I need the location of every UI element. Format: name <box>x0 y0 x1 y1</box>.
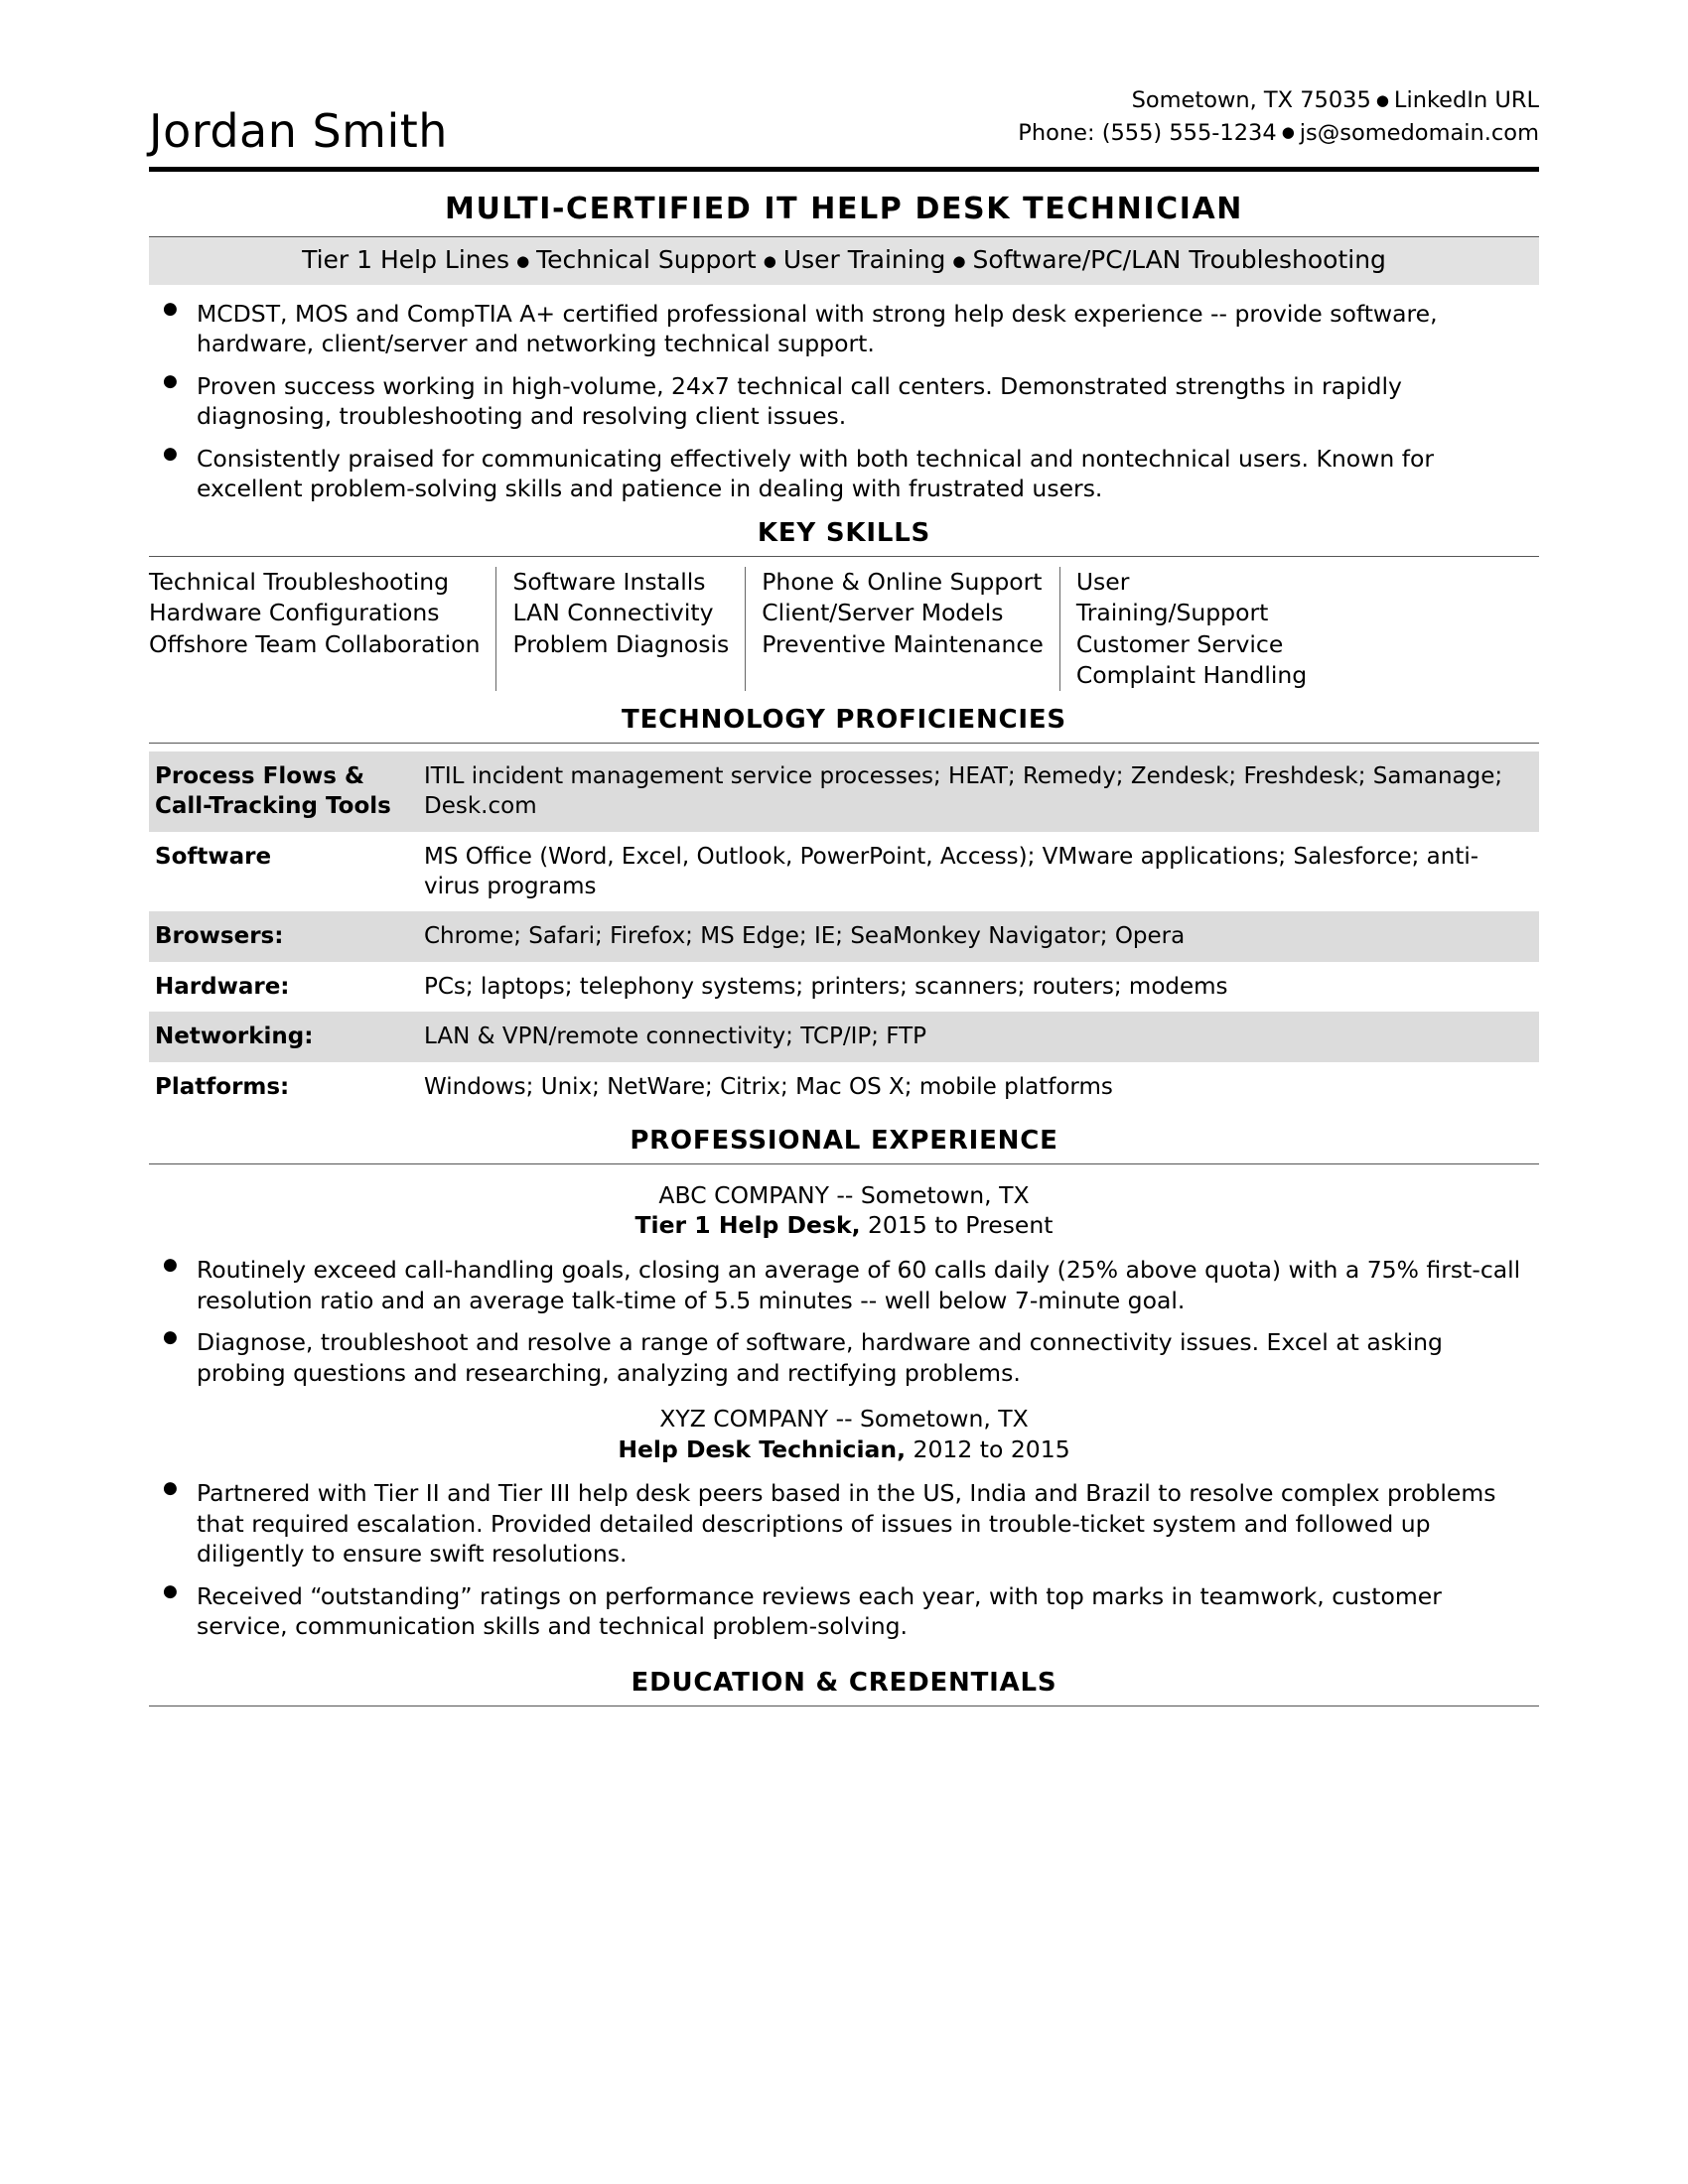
experience-bullet-list <box>149 1478 1539 1642</box>
bullet-separator-icon: ● <box>1281 123 1295 142</box>
list-item: ● MCDST, MOS and CompTIA A+ certified professional with strong help desk experience -- provide software, hardware, client/server and networking technical support. <box>149 299 1539 359</box>
skill-item: Problem Diagnosis <box>512 629 730 658</box>
list-item: ● Diagnose, troubleshoot and resolve a range of software, hardware and connectivity issues. Excel at asking probing questions and researching, analyzing and rectifying problems. <box>149 1327 1539 1388</box>
header-divider <box>149 167 1539 172</box>
tagline-part: Software/PC/LAN Troubleshooting <box>972 245 1386 275</box>
role-dates: 2012 to 2015 <box>906 1434 1070 1463</box>
tech-label: Hardware: <box>155 973 290 1000</box>
list-item: ● Proven success working in high-volume, 24x7 technical call centers. Demonstrated strengths in rapidly diagnosing, troubleshooting and resolving client issues. <box>149 371 1539 432</box>
bullet-separator-icon: ● <box>952 252 966 270</box>
role-line <box>149 1434 1539 1465</box>
skill-item: Training/Support <box>1075 599 1269 627</box>
experience-divider <box>149 1163 1539 1164</box>
experience-bullet-list <box>149 1255 1539 1388</box>
skill-item: Offshore Team Collaboration <box>149 629 481 658</box>
skill-item: Software Installs <box>512 568 706 597</box>
table-row <box>149 962 1539 1012</box>
section-heading-education: EDUCATION & CREDENTIALS <box>631 1668 1057 1699</box>
bullet-separator-icon: ● <box>1375 90 1389 109</box>
contact-email[interactable]: js@somedomain.com <box>1299 119 1539 146</box>
contact-location: Sometown, TX 75035 <box>1131 87 1371 113</box>
tech-label: Platforms: <box>155 1073 290 1100</box>
skill-item: Customer Service <box>1075 629 1284 658</box>
tech-value: Chrome; Safari; Firefox; MS Edge; IE; SeaMonkey Navigator; Opera <box>418 911 1539 961</box>
tech-value: MS Office (Word, Excel, Outlook, PowerPoint, Access); VMware applications; Salesforce; anti-virus programs <box>424 843 1479 900</box>
list-item: ● Partnered with Tier II and Tier III help desk peers based in the US, India and Brazil to resolve complex problems that required escalation. Provided detailed descriptions of issues in trouble-ticket system and followed up diligently to ensure swift resolutions. <box>149 1478 1539 1570</box>
table-row <box>149 751 1539 832</box>
summary-bullet-list <box>149 299 1539 504</box>
table-row <box>149 1012 1539 1061</box>
tech-value: ITIL incident management service processes; HEAT; Remedy; Zendesk; Freshdesk; Samanage; Desk.com <box>418 751 1539 832</box>
experience-entry <box>149 1180 1539 1388</box>
table-row <box>149 911 1539 961</box>
page-title: Jordan Smith <box>149 103 448 158</box>
skill-item: Technical Troubleshooting <box>149 568 450 597</box>
skills-column <box>1060 567 1323 691</box>
role-title: Tier 1 Help Desk, <box>634 1211 861 1240</box>
section-heading-key-skills: KEY SKILLS <box>757 518 931 549</box>
skills-column <box>746 567 1060 691</box>
contact-line-1 <box>1018 84 1539 117</box>
resume-header <box>149 84 1539 158</box>
key-skills-columns <box>149 567 1539 691</box>
tech-label: Process Flows & Call-Tracking Tools <box>149 751 418 832</box>
skill-item: Hardware Configurations <box>149 599 440 627</box>
skill-item: Client/Server Models <box>762 599 1004 627</box>
skill-item: Preventive Maintenance <box>762 629 1044 658</box>
table-row <box>149 832 1539 912</box>
tech-value: LAN & VPN/remote connectivity; TCP/IP; FTP <box>418 1012 1539 1061</box>
list-item: ● Consistently praised for communicating effectively with both technical and nontechnical users. Known for excellent problem-solving skills and patience in dealing with frustrated users. <box>149 444 1539 504</box>
tech-label: Browsers: <box>149 911 418 961</box>
tech-value: Windows; Unix; NetWare; Citrix; Mac OS X; mobile platforms <box>424 1073 1113 1100</box>
technology-table <box>149 751 1539 1112</box>
section-heading-technology: TECHNOLOGY PROFICIENCIES <box>622 705 1066 736</box>
contact-phone: Phone: (555) 555-1234 <box>1018 119 1277 146</box>
skill-item: LAN Connectivity <box>512 599 714 627</box>
contact-linkedin[interactable]: LinkedIn URL <box>1393 87 1539 113</box>
tech-label: Software <box>155 843 272 870</box>
tagline-part: User Training <box>782 245 946 275</box>
contact-block <box>1018 84 1539 155</box>
tagline-band <box>149 237 1539 285</box>
list-item: ● Routinely exceed call-handling goals, closing an average of 60 calls daily (25% above quota) with a 75% first-call resolution ratio and an average talk-time of 5.5 minutes -- well below 7-minute goal. <box>149 1255 1539 1315</box>
tagline-part: Tier 1 Help Lines <box>302 245 510 275</box>
role-title: Help Desk Technician, <box>618 1434 907 1463</box>
experience-entry <box>149 1404 1539 1642</box>
skill-item: Phone & Online Support <box>762 568 1043 597</box>
company-name: ABC COMPANY -- Sometown, TX <box>658 1180 1030 1209</box>
role-line <box>149 1210 1539 1241</box>
headline-title: MULTI-CERTIFIED IT HELP DESK TECHNICIAN <box>445 192 1243 227</box>
bullet-separator-icon: ● <box>516 252 530 270</box>
table-row <box>149 1062 1539 1112</box>
tech-value: PCs; laptops; telephony systems; printers; scanners; routers; modems <box>424 973 1228 1000</box>
company-name: XYZ COMPANY -- Sometown, TX <box>659 1405 1029 1433</box>
section-heading-experience: PROFESSIONAL EXPERIENCE <box>630 1125 1058 1156</box>
contact-line-2 <box>1018 117 1539 150</box>
skills-column <box>496 567 746 691</box>
tech-label: Networking: <box>149 1012 418 1061</box>
skill-item: Complaint Handling <box>1075 660 1308 689</box>
key-skills-divider <box>149 556 1539 557</box>
bullet-separator-icon: ● <box>763 252 776 270</box>
skill-item: User <box>1075 568 1130 597</box>
tagline-part: Technical Support <box>536 245 757 275</box>
list-item: ● Received “outstanding” ratings on performance reviews each year, with top marks in teamwork, customer service, communication skills and technical problem-solving. <box>149 1581 1539 1642</box>
technology-divider <box>149 743 1539 744</box>
role-dates: 2015 to Present <box>860 1211 1054 1240</box>
skills-column <box>149 567 496 691</box>
